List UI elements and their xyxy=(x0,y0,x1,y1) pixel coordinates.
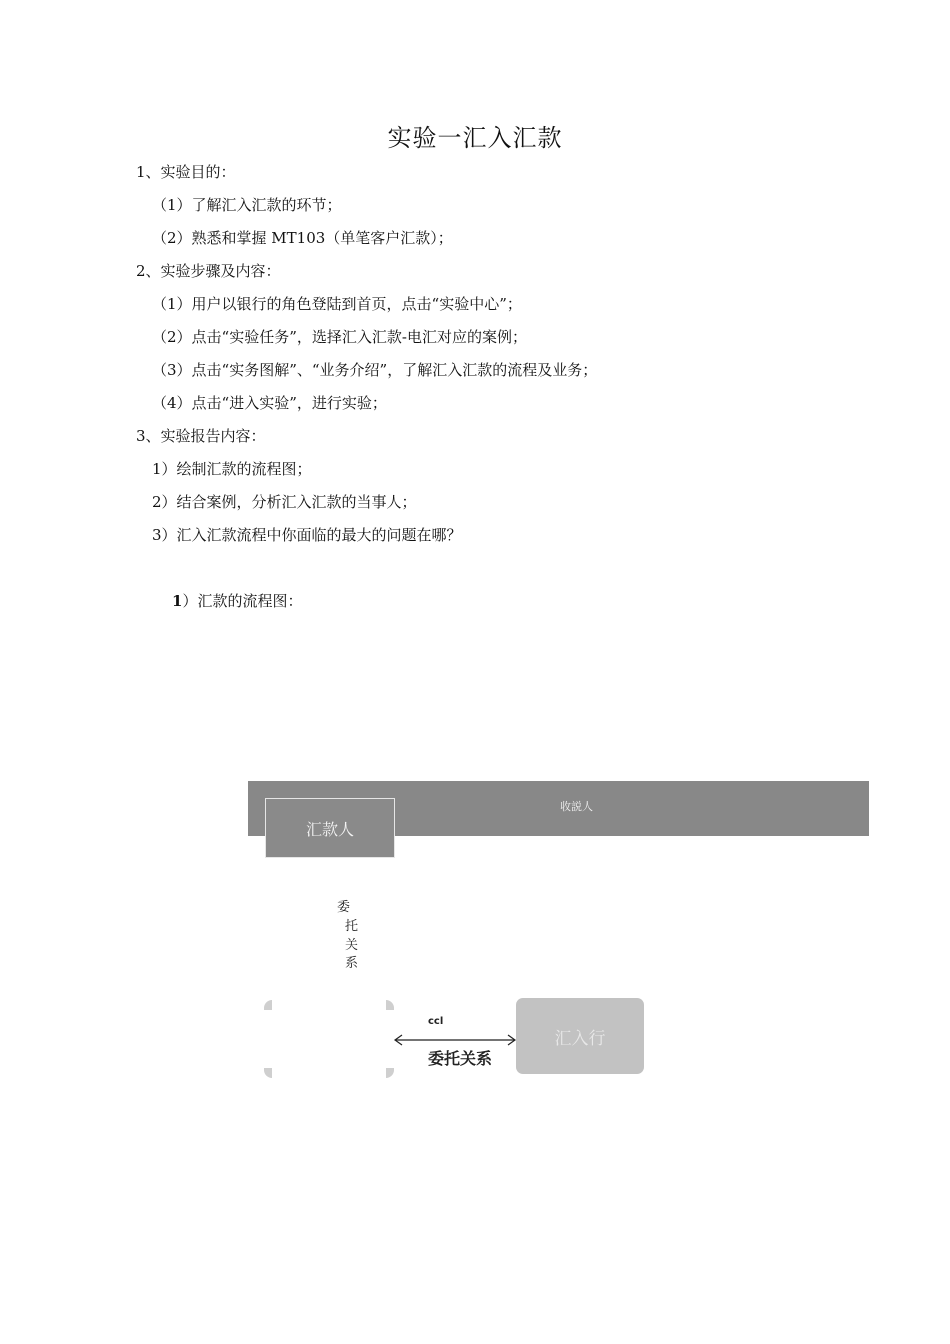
answer-heading xyxy=(172,591,302,611)
remitter-label: 汇款人 xyxy=(305,819,354,839)
remitting-bank-box xyxy=(264,1000,394,1078)
bidirectional-arrow xyxy=(392,1033,518,1047)
box-corner-tr xyxy=(386,1000,394,1010)
remitter-box xyxy=(265,798,395,858)
section-2-item-3: （3）点击“实务图解”、“业务介绍”，了解汇入汇款的流程及业务； xyxy=(152,361,598,379)
vertical-label-char-4: 系 xyxy=(345,956,359,971)
paying-bank-label: 汇入行 xyxy=(554,1028,606,1049)
section-2-heading: 2、实验步骤及内容： xyxy=(136,262,281,280)
box-corner-tl xyxy=(264,1000,272,1010)
paying-bank-box xyxy=(516,998,644,1074)
answer-heading-number: 1 xyxy=(172,592,183,610)
section-2-item-2: （2）点击“实验任务”，选择汇入汇款-电汇对应的案例； xyxy=(152,328,527,346)
section-2-item-4: （4）点击“进入实验”，进行实验； xyxy=(152,394,387,412)
section-1-item-1: （1）了解汇入汇款的环节； xyxy=(152,196,342,214)
section-1-item-2: （2）熟悉和掌握 MT103（单笔客户汇款）； xyxy=(152,229,453,247)
payee-label: 收説人 xyxy=(560,800,593,813)
vertical-label-char-2: 托 xyxy=(345,919,359,934)
vertical-label-char-3: 关 xyxy=(345,938,359,953)
section-3-heading: 3、实验报告内容： xyxy=(136,427,266,445)
arrow-label: 委托关系 xyxy=(428,1049,493,1068)
document-title: 实验一汇入汇款 xyxy=(387,124,563,152)
vertical-label-char-1: 委 xyxy=(337,900,351,915)
section-3-item-3: 3）汇入汇款流程中你面临的最大的问题在哪？ xyxy=(152,526,462,544)
box-corner-bl xyxy=(264,1068,272,1078)
partial-text-artifact: ccl xyxy=(428,1016,444,1027)
box-corner-br xyxy=(386,1068,394,1078)
section-1-heading: 1、实验目的： xyxy=(136,163,236,181)
answer-heading-text: ）汇款的流程图： xyxy=(182,592,303,610)
section-3-item-1: 1）绘制汇款的流程图； xyxy=(152,460,312,478)
section-3-item-2: 2）结合案例，分析汇入汇款的当事人； xyxy=(152,493,417,511)
section-2-item-1: （1）用户以银行的角色登陆到首页，点击“实验中心”； xyxy=(152,295,522,313)
